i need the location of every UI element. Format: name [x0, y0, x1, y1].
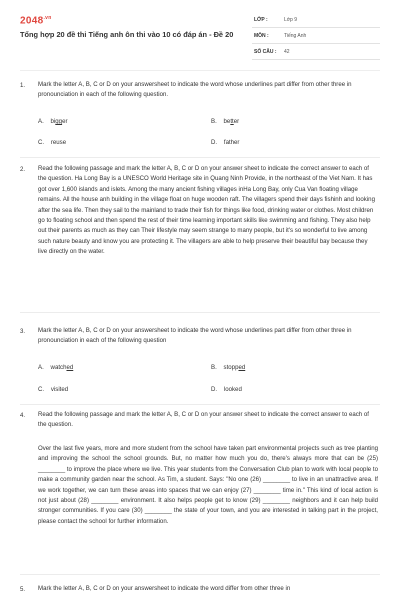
question-divider: [20, 574, 380, 575]
question-divider: [20, 404, 380, 405]
meta-row-class: [252, 12, 380, 28]
document-header: [0, 0, 400, 64]
passage-text: Ha Long Bay is a UNESCO World Heritage site in Quang Ninh Provide, in the northeast of the Viet Nam. It has got over 1,600 islands and islets. Among the many ancient fishing villages inHa Long Bay, only Cua Van floating village remains. All the house anh building in the village float on huge wooden raft. The villagers spend their days fishinh and looking after the sea life. Then they sail to the mainland to trade their fish for things like food, drinking water or clothes. Most children go to floating school and then spend the rest of their time learning important skills like swimming and fishing. They also help out their parents as much as they can Their lifestyle may seem strange to many people, but it's so wonderful to live among such nature beauty and know you are protecting it. The villagers are able to help preserve their beautiful bay because they live directly on the water.: [38, 175, 375, 256]
question-divider: [20, 312, 380, 313]
question-prompt: Mark the letter A, B, C or D on your answersheet to indicate the word whose underlines part differ from other three in pronounciation in each of the following question: [38, 327, 352, 345]
option-c[interactable]: C. visited: [38, 386, 69, 393]
meta-value: 42: [284, 49, 290, 55]
prompt-text: Read the following passage and mark the letter A, B, C or D on your answer sheet to indicate the correct answer to each of the question.: [38, 165, 369, 183]
option-a[interactable]: A. watched: [38, 364, 74, 371]
option-a[interactable]: A. bigger: [38, 118, 68, 125]
meta-table: [252, 12, 380, 60]
logo-main: 2048: [20, 15, 44, 27]
meta-key: LỚP :: [254, 17, 268, 23]
question-prompt: [38, 164, 378, 258]
option-b[interactable]: B. better: [211, 118, 240, 125]
question-divider: [20, 157, 380, 158]
question-prompt: Mark the letter A, B, C or D on your answersheet to indicate the word differ from other three in: [38, 585, 291, 592]
option-c[interactable]: C. reuse: [38, 139, 67, 146]
meta-key: MÔN :: [254, 33, 269, 39]
question-number: 3.: [20, 328, 26, 335]
header-divider: [20, 70, 380, 71]
option-b[interactable]: B. stopped: [211, 364, 246, 371]
question-number: 1.: [20, 82, 26, 89]
question-number: 2.: [20, 166, 26, 173]
meta-value: Lớp 9: [284, 17, 298, 23]
meta-key: SỐ CÂU :: [254, 49, 277, 55]
document-title: Tổng hợp 20 đề thi Tiếng anh ôn thi vào 10 có đáp án - Đề 20: [20, 30, 234, 39]
question-prompt: Mark the letter A, B, C or D on your answersheet to indicate the word whose underlines part differ from other three in pronounciation in each of the following question.: [38, 81, 352, 99]
site-logo[interactable]: [20, 15, 52, 26]
meta-row-subject: [252, 28, 380, 44]
logo-sub: .vn: [43, 15, 52, 21]
reading-passage: Over the last five years, more and more student from the school have taken part environmental projects such as tree planting and improving the school the school grounds. But, no matter how much you do, there's always more that can be (25) ________ to improve the place where we live. This year students from the Conversation Club plan to work with local people to make a community garden near the school. As Tim, a student. Says: "No one (26) ________ to live in an unattractive area. If we work together, we can turn these areas into spaces that we can enjoy (27) ________ time in." This kind of local action is not just about (28) ________ environment. It also helps people get to know (29) ________ neighbors and it can help build stronger communities. If you care (30) ________ the state of your town, and you are interested in talking part in the project, please contact the school for further information.: [38, 445, 378, 525]
question-prompt: Read the following passage and mark the letter A, B, C or D on your answer sheet to indicate the correct answer to each of the question.: [38, 411, 369, 429]
question-number: 5.: [20, 586, 26, 593]
meta-value: Tiếng Anh: [284, 33, 307, 39]
question-number: 4.: [20, 412, 26, 419]
option-d[interactable]: D. looked: [211, 386, 242, 393]
option-d[interactable]: D. father: [211, 139, 240, 146]
meta-row-count: [252, 44, 380, 60]
